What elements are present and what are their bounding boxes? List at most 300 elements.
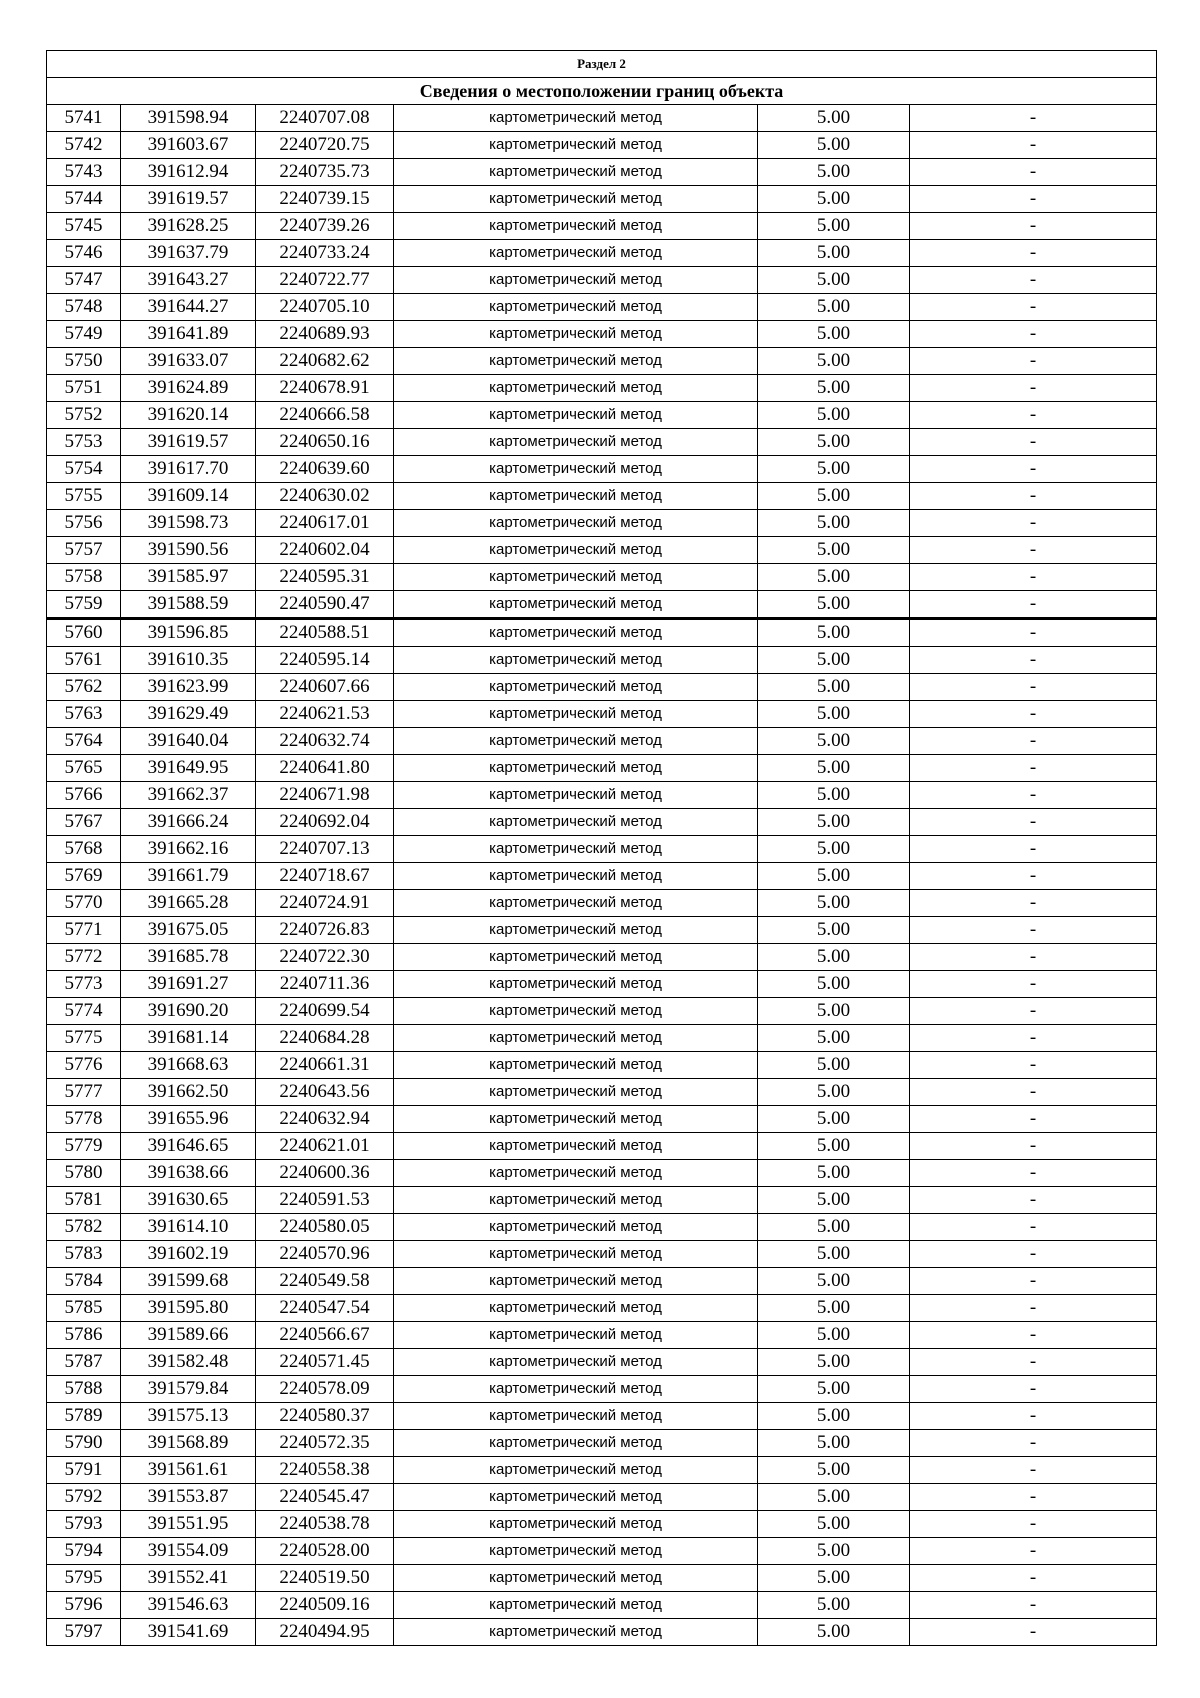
point-number-cell: 5788 bbox=[47, 1376, 121, 1403]
y-coordinate-cell: 2240739.15 bbox=[256, 186, 394, 213]
x-coordinate-cell: 391640.04 bbox=[121, 728, 256, 755]
note-cell: - bbox=[910, 1457, 1157, 1484]
y-coordinate-cell: 2240549.58 bbox=[256, 1268, 394, 1295]
accuracy-cell: 5.00 bbox=[758, 1241, 910, 1268]
point-number-cell: 5793 bbox=[47, 1511, 121, 1538]
method-cell: картометрический метод bbox=[394, 348, 758, 375]
method-cell: картометрический метод bbox=[394, 674, 758, 701]
note-cell: - bbox=[910, 1133, 1157, 1160]
accuracy-cell: 5.00 bbox=[758, 402, 910, 429]
y-coordinate-cell: 2240607.66 bbox=[256, 674, 394, 701]
y-coordinate-cell: 2240591.53 bbox=[256, 1187, 394, 1214]
point-number-cell: 5771 bbox=[47, 917, 121, 944]
note-cell: - bbox=[910, 267, 1157, 294]
y-coordinate-cell: 2240600.36 bbox=[256, 1160, 394, 1187]
note-cell: - bbox=[910, 429, 1157, 456]
table-row bbox=[47, 674, 1157, 701]
accuracy-cell: 5.00 bbox=[758, 1430, 910, 1457]
accuracy-cell: 5.00 bbox=[758, 1322, 910, 1349]
note-cell: - bbox=[910, 564, 1157, 591]
y-coordinate-cell: 2240590.47 bbox=[256, 591, 394, 619]
table-row bbox=[47, 1187, 1157, 1214]
x-coordinate-cell: 391553.87 bbox=[121, 1484, 256, 1511]
table-row bbox=[47, 944, 1157, 971]
accuracy-cell: 5.00 bbox=[758, 294, 910, 321]
table-row bbox=[47, 591, 1157, 619]
point-number-cell: 5768 bbox=[47, 836, 121, 863]
method-cell: картометрический метод bbox=[394, 402, 758, 429]
y-coordinate-cell: 2240641.80 bbox=[256, 755, 394, 782]
point-number-cell: 5794 bbox=[47, 1538, 121, 1565]
note-cell: - bbox=[910, 619, 1157, 647]
method-cell: картометрический метод bbox=[394, 240, 758, 267]
accuracy-cell: 5.00 bbox=[758, 1295, 910, 1322]
table-row bbox=[47, 1052, 1157, 1079]
note-cell: - bbox=[910, 1592, 1157, 1619]
note-cell: - bbox=[910, 1106, 1157, 1133]
table-row bbox=[47, 728, 1157, 755]
table-row bbox=[47, 1484, 1157, 1511]
note-cell: - bbox=[910, 213, 1157, 240]
table-row bbox=[47, 105, 1157, 132]
method-cell: картометрический метод bbox=[394, 483, 758, 510]
x-coordinate-cell: 391598.73 bbox=[121, 510, 256, 537]
section-title-row bbox=[47, 78, 1157, 105]
y-coordinate-cell: 2240578.09 bbox=[256, 1376, 394, 1403]
method-cell: картометрический метод bbox=[394, 591, 758, 619]
method-cell: картометрический метод bbox=[394, 1376, 758, 1403]
note-cell: - bbox=[910, 917, 1157, 944]
accuracy-cell: 5.00 bbox=[758, 1457, 910, 1484]
y-coordinate-cell: 2240621.01 bbox=[256, 1133, 394, 1160]
y-coordinate-cell: 2240684.28 bbox=[256, 1025, 394, 1052]
table-row bbox=[47, 1349, 1157, 1376]
y-coordinate-cell: 2240722.30 bbox=[256, 944, 394, 971]
x-coordinate-cell: 391681.14 bbox=[121, 1025, 256, 1052]
point-number-cell: 5755 bbox=[47, 483, 121, 510]
method-cell: картометрический метод bbox=[394, 564, 758, 591]
table-row bbox=[47, 132, 1157, 159]
table-row bbox=[47, 429, 1157, 456]
x-coordinate-cell: 391690.20 bbox=[121, 998, 256, 1025]
x-coordinate-cell: 391610.35 bbox=[121, 647, 256, 674]
table-row bbox=[47, 1511, 1157, 1538]
table-row bbox=[47, 619, 1157, 647]
point-number-cell: 5759 bbox=[47, 591, 121, 619]
accuracy-cell: 5.00 bbox=[758, 483, 910, 510]
accuracy-cell: 5.00 bbox=[758, 591, 910, 619]
point-number-cell: 5763 bbox=[47, 701, 121, 728]
y-coordinate-cell: 2240572.35 bbox=[256, 1430, 394, 1457]
table-row bbox=[47, 1133, 1157, 1160]
point-number-cell: 5749 bbox=[47, 321, 121, 348]
table-row bbox=[47, 1322, 1157, 1349]
y-coordinate-cell: 2240528.00 bbox=[256, 1538, 394, 1565]
point-number-cell: 5757 bbox=[47, 537, 121, 564]
note-cell: - bbox=[910, 809, 1157, 836]
table-row bbox=[47, 917, 1157, 944]
note-cell: - bbox=[910, 1025, 1157, 1052]
y-coordinate-cell: 2240661.31 bbox=[256, 1052, 394, 1079]
point-number-cell: 5782 bbox=[47, 1214, 121, 1241]
accuracy-cell: 5.00 bbox=[758, 728, 910, 755]
point-number-cell: 5760 bbox=[47, 619, 121, 647]
x-coordinate-cell: 391579.84 bbox=[121, 1376, 256, 1403]
x-coordinate-cell: 391624.89 bbox=[121, 375, 256, 402]
accuracy-cell: 5.00 bbox=[758, 1214, 910, 1241]
method-cell: картометрический метод bbox=[394, 701, 758, 728]
x-coordinate-cell: 391633.07 bbox=[121, 348, 256, 375]
method-cell: картометрический метод bbox=[394, 1511, 758, 1538]
method-cell: картометрический метод bbox=[394, 1565, 758, 1592]
method-cell: картометрический метод bbox=[394, 1619, 758, 1646]
method-cell: картометрический метод bbox=[394, 1403, 758, 1430]
accuracy-cell: 5.00 bbox=[758, 456, 910, 483]
note-cell: - bbox=[910, 1268, 1157, 1295]
method-cell: картометрический метод bbox=[394, 105, 758, 132]
note-cell: - bbox=[910, 1322, 1157, 1349]
accuracy-cell: 5.00 bbox=[758, 132, 910, 159]
method-cell: картометрический метод bbox=[394, 809, 758, 836]
point-number-cell: 5752 bbox=[47, 402, 121, 429]
note-cell: - bbox=[910, 701, 1157, 728]
method-cell: картометрический метод bbox=[394, 1160, 758, 1187]
point-number-cell: 5754 bbox=[47, 456, 121, 483]
method-cell: картометрический метод bbox=[394, 863, 758, 890]
method-cell: картометрический метод bbox=[394, 294, 758, 321]
x-coordinate-cell: 391675.05 bbox=[121, 917, 256, 944]
accuracy-cell: 5.00 bbox=[758, 701, 910, 728]
note-cell: - bbox=[910, 321, 1157, 348]
accuracy-cell: 5.00 bbox=[758, 537, 910, 564]
y-coordinate-cell: 2240692.04 bbox=[256, 809, 394, 836]
point-number-cell: 5767 bbox=[47, 809, 121, 836]
x-coordinate-cell: 391623.99 bbox=[121, 674, 256, 701]
x-coordinate-cell: 391546.63 bbox=[121, 1592, 256, 1619]
note-cell: - bbox=[910, 890, 1157, 917]
x-coordinate-cell: 391668.63 bbox=[121, 1052, 256, 1079]
table-row bbox=[47, 1538, 1157, 1565]
accuracy-cell: 5.00 bbox=[758, 564, 910, 591]
note-cell: - bbox=[910, 782, 1157, 809]
x-coordinate-cell: 391603.67 bbox=[121, 132, 256, 159]
accuracy-cell: 5.00 bbox=[758, 1349, 910, 1376]
x-coordinate-cell: 391665.28 bbox=[121, 890, 256, 917]
accuracy-cell: 5.00 bbox=[758, 971, 910, 998]
note-cell: - bbox=[910, 456, 1157, 483]
note-cell: - bbox=[910, 1565, 1157, 1592]
note-cell: - bbox=[910, 1079, 1157, 1106]
accuracy-cell: 5.00 bbox=[758, 890, 910, 917]
point-number-cell: 5775 bbox=[47, 1025, 121, 1052]
y-coordinate-cell: 2240630.02 bbox=[256, 483, 394, 510]
x-coordinate-cell: 391589.66 bbox=[121, 1322, 256, 1349]
accuracy-cell: 5.00 bbox=[758, 674, 910, 701]
note-cell: - bbox=[910, 159, 1157, 186]
table-row bbox=[47, 701, 1157, 728]
method-cell: картометрический метод bbox=[394, 429, 758, 456]
section-label-row bbox=[47, 51, 1157, 78]
point-number-cell: 5784 bbox=[47, 1268, 121, 1295]
accuracy-cell: 5.00 bbox=[758, 267, 910, 294]
note-cell: - bbox=[910, 1403, 1157, 1430]
x-coordinate-cell: 391628.25 bbox=[121, 213, 256, 240]
note-cell: - bbox=[910, 1214, 1157, 1241]
note-cell: - bbox=[910, 294, 1157, 321]
coordinates-table bbox=[46, 50, 1157, 1646]
table-row bbox=[47, 213, 1157, 240]
table-row bbox=[47, 1295, 1157, 1322]
point-number-cell: 5797 bbox=[47, 1619, 121, 1646]
note-cell: - bbox=[910, 132, 1157, 159]
table-body bbox=[47, 105, 1157, 1646]
accuracy-cell: 5.00 bbox=[758, 917, 910, 944]
note-cell: - bbox=[910, 1376, 1157, 1403]
method-cell: картометрический метод bbox=[394, 1133, 758, 1160]
table-row bbox=[47, 1106, 1157, 1133]
method-cell: картометрический метод bbox=[394, 890, 758, 917]
section-title: Сведения о местоположении границ объекта bbox=[47, 78, 1157, 105]
table-row bbox=[47, 1457, 1157, 1484]
table-row bbox=[47, 1241, 1157, 1268]
method-cell: картометрический метод bbox=[394, 1592, 758, 1619]
table-row bbox=[47, 1403, 1157, 1430]
method-cell: картометрический метод bbox=[394, 456, 758, 483]
note-cell: - bbox=[910, 1295, 1157, 1322]
table-row bbox=[47, 1268, 1157, 1295]
accuracy-cell: 5.00 bbox=[758, 1619, 910, 1646]
point-number-cell: 5751 bbox=[47, 375, 121, 402]
y-coordinate-cell: 2240570.96 bbox=[256, 1241, 394, 1268]
x-coordinate-cell: 391691.27 bbox=[121, 971, 256, 998]
y-coordinate-cell: 2240632.94 bbox=[256, 1106, 394, 1133]
y-coordinate-cell: 2240722.77 bbox=[256, 267, 394, 294]
method-cell: картометрический метод bbox=[394, 1079, 758, 1106]
x-coordinate-cell: 391662.50 bbox=[121, 1079, 256, 1106]
accuracy-cell: 5.00 bbox=[758, 647, 910, 674]
table-row bbox=[47, 537, 1157, 564]
method-cell: картометрический метод bbox=[394, 1214, 758, 1241]
method-cell: картометрический метод bbox=[394, 1106, 758, 1133]
y-coordinate-cell: 2240699.54 bbox=[256, 998, 394, 1025]
method-cell: картометрический метод bbox=[394, 1241, 758, 1268]
y-coordinate-cell: 2240571.45 bbox=[256, 1349, 394, 1376]
point-number-cell: 5762 bbox=[47, 674, 121, 701]
method-cell: картометрический метод bbox=[394, 1538, 758, 1565]
x-coordinate-cell: 391641.89 bbox=[121, 321, 256, 348]
point-number-cell: 5746 bbox=[47, 240, 121, 267]
note-cell: - bbox=[910, 591, 1157, 619]
table-row bbox=[47, 348, 1157, 375]
x-coordinate-cell: 391568.89 bbox=[121, 1430, 256, 1457]
accuracy-cell: 5.00 bbox=[758, 375, 910, 402]
accuracy-cell: 5.00 bbox=[758, 429, 910, 456]
accuracy-cell: 5.00 bbox=[758, 1052, 910, 1079]
method-cell: картометрический метод bbox=[394, 782, 758, 809]
y-coordinate-cell: 2240588.51 bbox=[256, 619, 394, 647]
y-coordinate-cell: 2240595.31 bbox=[256, 564, 394, 591]
x-coordinate-cell: 391596.85 bbox=[121, 619, 256, 647]
x-coordinate-cell: 391619.57 bbox=[121, 429, 256, 456]
note-cell: - bbox=[910, 348, 1157, 375]
y-coordinate-cell: 2240724.91 bbox=[256, 890, 394, 917]
y-coordinate-cell: 2240678.91 bbox=[256, 375, 394, 402]
accuracy-cell: 5.00 bbox=[758, 782, 910, 809]
point-number-cell: 5744 bbox=[47, 186, 121, 213]
table-row bbox=[47, 1592, 1157, 1619]
y-coordinate-cell: 2240595.14 bbox=[256, 647, 394, 674]
y-coordinate-cell: 2240643.56 bbox=[256, 1079, 394, 1106]
x-coordinate-cell: 391561.61 bbox=[121, 1457, 256, 1484]
point-number-cell: 5789 bbox=[47, 1403, 121, 1430]
table-row bbox=[47, 159, 1157, 186]
table-row bbox=[47, 186, 1157, 213]
accuracy-cell: 5.00 bbox=[758, 186, 910, 213]
table-row bbox=[47, 1025, 1157, 1052]
point-number-cell: 5756 bbox=[47, 510, 121, 537]
x-coordinate-cell: 391609.14 bbox=[121, 483, 256, 510]
method-cell: картометрический метод bbox=[394, 510, 758, 537]
x-coordinate-cell: 391599.68 bbox=[121, 1268, 256, 1295]
method-cell: картометрический метод bbox=[394, 1457, 758, 1484]
point-number-cell: 5773 bbox=[47, 971, 121, 998]
table-row bbox=[47, 782, 1157, 809]
accuracy-cell: 5.00 bbox=[758, 348, 910, 375]
table-row bbox=[47, 809, 1157, 836]
accuracy-cell: 5.00 bbox=[758, 863, 910, 890]
table-row bbox=[47, 863, 1157, 890]
accuracy-cell: 5.00 bbox=[758, 998, 910, 1025]
table-row bbox=[47, 836, 1157, 863]
x-coordinate-cell: 391619.57 bbox=[121, 186, 256, 213]
accuracy-cell: 5.00 bbox=[758, 1025, 910, 1052]
accuracy-cell: 5.00 bbox=[758, 1133, 910, 1160]
table-row bbox=[47, 240, 1157, 267]
method-cell: картометрический метод bbox=[394, 159, 758, 186]
method-cell: картометрический метод bbox=[394, 1430, 758, 1457]
y-coordinate-cell: 2240733.24 bbox=[256, 240, 394, 267]
accuracy-cell: 5.00 bbox=[758, 1187, 910, 1214]
accuracy-cell: 5.00 bbox=[758, 1484, 910, 1511]
point-number-cell: 5742 bbox=[47, 132, 121, 159]
point-number-cell: 5779 bbox=[47, 1133, 121, 1160]
x-coordinate-cell: 391551.95 bbox=[121, 1511, 256, 1538]
accuracy-cell: 5.00 bbox=[758, 1511, 910, 1538]
table-row bbox=[47, 294, 1157, 321]
table-row bbox=[47, 564, 1157, 591]
accuracy-cell: 5.00 bbox=[758, 809, 910, 836]
y-coordinate-cell: 2240494.95 bbox=[256, 1619, 394, 1646]
point-number-cell: 5780 bbox=[47, 1160, 121, 1187]
table-row bbox=[47, 456, 1157, 483]
accuracy-cell: 5.00 bbox=[758, 213, 910, 240]
y-coordinate-cell: 2240711.36 bbox=[256, 971, 394, 998]
y-coordinate-cell: 2240538.78 bbox=[256, 1511, 394, 1538]
y-coordinate-cell: 2240735.73 bbox=[256, 159, 394, 186]
x-coordinate-cell: 391638.66 bbox=[121, 1160, 256, 1187]
accuracy-cell: 5.00 bbox=[758, 159, 910, 186]
accuracy-cell: 5.00 bbox=[758, 510, 910, 537]
section-label: Раздел 2 bbox=[47, 51, 1157, 78]
y-coordinate-cell: 2240545.47 bbox=[256, 1484, 394, 1511]
x-coordinate-cell: 391646.65 bbox=[121, 1133, 256, 1160]
y-coordinate-cell: 2240671.98 bbox=[256, 782, 394, 809]
method-cell: картометрический метод bbox=[394, 944, 758, 971]
point-number-cell: 5750 bbox=[47, 348, 121, 375]
point-number-cell: 5764 bbox=[47, 728, 121, 755]
note-cell: - bbox=[910, 1187, 1157, 1214]
method-cell: картометрический метод bbox=[394, 267, 758, 294]
point-number-cell: 5741 bbox=[47, 105, 121, 132]
y-coordinate-cell: 2240726.83 bbox=[256, 917, 394, 944]
note-cell: - bbox=[910, 1160, 1157, 1187]
y-coordinate-cell: 2240558.38 bbox=[256, 1457, 394, 1484]
y-coordinate-cell: 2240650.16 bbox=[256, 429, 394, 456]
table-row bbox=[47, 1214, 1157, 1241]
method-cell: картометрический метод bbox=[394, 132, 758, 159]
x-coordinate-cell: 391602.19 bbox=[121, 1241, 256, 1268]
table-row bbox=[47, 402, 1157, 429]
table-row bbox=[47, 647, 1157, 674]
method-cell: картометрический метод bbox=[394, 375, 758, 402]
note-cell: - bbox=[910, 944, 1157, 971]
method-cell: картометрический метод bbox=[394, 1025, 758, 1052]
note-cell: - bbox=[910, 1511, 1157, 1538]
accuracy-cell: 5.00 bbox=[758, 321, 910, 348]
note-cell: - bbox=[910, 1349, 1157, 1376]
point-number-cell: 5743 bbox=[47, 159, 121, 186]
table-row bbox=[47, 321, 1157, 348]
point-number-cell: 5758 bbox=[47, 564, 121, 591]
x-coordinate-cell: 391666.24 bbox=[121, 809, 256, 836]
table-row bbox=[47, 510, 1157, 537]
x-coordinate-cell: 391585.97 bbox=[121, 564, 256, 591]
x-coordinate-cell: 391643.27 bbox=[121, 267, 256, 294]
y-coordinate-cell: 2240666.58 bbox=[256, 402, 394, 429]
y-coordinate-cell: 2240707.13 bbox=[256, 836, 394, 863]
table-row bbox=[47, 755, 1157, 782]
x-coordinate-cell: 391655.96 bbox=[121, 1106, 256, 1133]
note-cell: - bbox=[910, 1430, 1157, 1457]
accuracy-cell: 5.00 bbox=[758, 1079, 910, 1106]
method-cell: картометрический метод bbox=[394, 647, 758, 674]
point-number-cell: 5781 bbox=[47, 1187, 121, 1214]
y-coordinate-cell: 2240739.26 bbox=[256, 213, 394, 240]
method-cell: картометрический метод bbox=[394, 917, 758, 944]
method-cell: картометрический метод bbox=[394, 1295, 758, 1322]
point-number-cell: 5787 bbox=[47, 1349, 121, 1376]
accuracy-cell: 5.00 bbox=[758, 1403, 910, 1430]
x-coordinate-cell: 391662.16 bbox=[121, 836, 256, 863]
note-cell: - bbox=[910, 836, 1157, 863]
x-coordinate-cell: 391629.49 bbox=[121, 701, 256, 728]
note-cell: - bbox=[910, 647, 1157, 674]
point-number-cell: 5795 bbox=[47, 1565, 121, 1592]
x-coordinate-cell: 391552.41 bbox=[121, 1565, 256, 1592]
accuracy-cell: 5.00 bbox=[758, 1538, 910, 1565]
note-cell: - bbox=[910, 971, 1157, 998]
point-number-cell: 5761 bbox=[47, 647, 121, 674]
method-cell: картометрический метод bbox=[394, 213, 758, 240]
x-coordinate-cell: 391662.37 bbox=[121, 782, 256, 809]
accuracy-cell: 5.00 bbox=[758, 1592, 910, 1619]
method-cell: картометрический метод bbox=[394, 836, 758, 863]
accuracy-cell: 5.00 bbox=[758, 1268, 910, 1295]
y-coordinate-cell: 2240547.54 bbox=[256, 1295, 394, 1322]
y-coordinate-cell: 2240632.74 bbox=[256, 728, 394, 755]
point-number-cell: 5790 bbox=[47, 1430, 121, 1457]
method-cell: картометрический метод bbox=[394, 728, 758, 755]
